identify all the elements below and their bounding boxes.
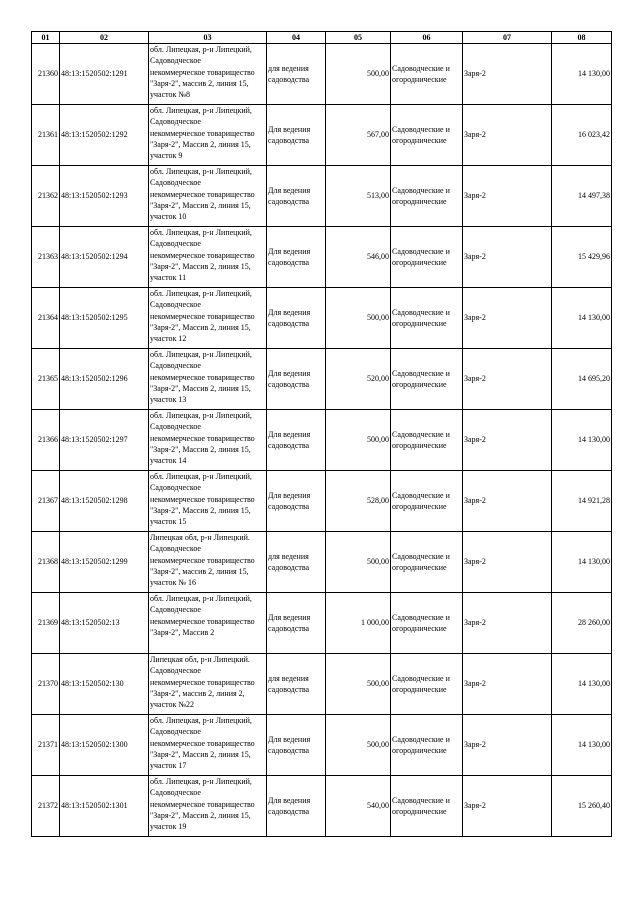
- purpose-line: садоводства: [268, 319, 310, 328]
- address-line: обл. Липецкая, р-н Липецкий,: [150, 350, 252, 359]
- cadastral-number-cell: 48:13:1520502:1292: [60, 105, 149, 166]
- address-line: обл. Липецкая, р-н Липецкий,: [150, 106, 252, 115]
- purpose-cell: [267, 288, 326, 349]
- purpose-cell: [267, 776, 326, 837]
- cadastral-number-cell: 48:13:1520502:1291: [60, 44, 149, 105]
- purpose-line: садоводства: [268, 136, 310, 145]
- address-line: некоммерческое товарищество: [150, 372, 255, 382]
- purpose-line: садоводства: [268, 563, 310, 572]
- land-category-cell: [391, 166, 463, 227]
- table-row: [32, 776, 612, 837]
- purpose-cell: [267, 654, 326, 715]
- address-line: участок № 16: [150, 578, 197, 588]
- address-line: участок №8: [150, 90, 191, 100]
- row-number-cell: 21372: [32, 776, 60, 837]
- address-line: участок 13: [150, 395, 187, 405]
- address-line: Липецкая обл, р-н Липецкий.: [150, 655, 250, 664]
- address-cell: [149, 105, 267, 166]
- table-row: [32, 166, 612, 227]
- address-cell: [149, 44, 267, 105]
- address-line: обл. Липецкая, р-н Липецкий,: [150, 167, 252, 176]
- address-line: Садоводческое: [150, 361, 201, 371]
- purpose-cell: [267, 471, 326, 532]
- address-line: Садоводческое: [150, 727, 201, 737]
- cadastral-number-cell: 48:13:1520502:1297: [60, 410, 149, 471]
- row-number-cell: 21362: [32, 166, 60, 227]
- address-line: "Заря-2", Массив 2, линия 15,: [150, 261, 251, 271]
- purpose-line: садоводства: [268, 441, 310, 450]
- category-line: огороднические: [392, 502, 447, 511]
- category-line: огороднические: [392, 624, 447, 633]
- purpose-line: Для ведения: [268, 734, 311, 744]
- cadastral-value-cell: 28 260,00: [552, 593, 612, 654]
- zone-cell: Заря-2: [463, 593, 552, 654]
- table-row: [32, 532, 612, 593]
- address-line: участок 9: [150, 151, 183, 161]
- address-line: некоммерческое товарищество: [150, 67, 255, 77]
- area-cell: 1 000,00: [326, 593, 391, 654]
- address-line: обл. Липецкая, р-н Липецкий,: [150, 45, 252, 54]
- cadastral-number-cell: 48:13:1520502:13: [60, 593, 149, 654]
- purpose-line: Для ведения: [268, 612, 311, 622]
- area-cell: 513,00: [326, 166, 391, 227]
- address-line: Садоводческое: [150, 666, 201, 676]
- category-line: Садоводческие и: [392, 307, 450, 317]
- purpose-cell: [267, 166, 326, 227]
- zone-cell: Заря-2: [463, 776, 552, 837]
- category-line: огороднические: [392, 319, 447, 328]
- row-number-cell: 21366: [32, 410, 60, 471]
- purpose-line: для ведения: [268, 551, 309, 561]
- cadastral-value-cell: 14 921,28: [552, 471, 612, 532]
- cadastral-number-cell: 48:13:1520502:1299: [60, 532, 149, 593]
- zone-cell: Заря-2: [463, 532, 552, 593]
- column-header: 07: [463, 32, 552, 44]
- zone-cell: Заря-2: [463, 715, 552, 776]
- table-row: [32, 715, 612, 776]
- address-line: некоммерческое товарищество: [150, 677, 255, 687]
- category-line: огороднические: [392, 197, 447, 206]
- address-line: Садоводческое: [150, 483, 201, 493]
- purpose-line: садоводства: [268, 197, 310, 206]
- purpose-line: Для ведения: [268, 185, 311, 195]
- purpose-line: для ведения: [268, 673, 309, 683]
- table-row: [32, 227, 612, 288]
- purpose-line: Для ведения: [268, 429, 311, 439]
- address-line: участок 19: [150, 822, 187, 832]
- category-line: Садоводческие и: [392, 490, 450, 500]
- row-number-cell: 21371: [32, 715, 60, 776]
- address-line: обл. Липецкая, р-н Липецкий,: [150, 411, 252, 420]
- address-cell: [149, 593, 267, 654]
- address-cell: [149, 288, 267, 349]
- land-category-cell: [391, 288, 463, 349]
- address-line: некоммерческое товарищество: [150, 799, 255, 809]
- address-line: "Заря-2", массив 2, линия 2,: [150, 688, 245, 698]
- address-cell: [149, 715, 267, 776]
- address-line: Садоводческое: [150, 605, 201, 615]
- address-line: участок 10: [150, 212, 187, 222]
- address-line: некоммерческое товарищество: [150, 250, 255, 260]
- zone-cell: Заря-2: [463, 44, 552, 105]
- address-line: участок №22: [150, 700, 195, 710]
- category-line: Садоводческие и: [392, 673, 450, 683]
- cadastral-value-cell: 16 023,42: [552, 105, 612, 166]
- address-line: участок 14: [150, 456, 187, 466]
- cadastral-value-cell: 14 130,00: [552, 288, 612, 349]
- address-cell: [149, 776, 267, 837]
- category-line: Садоводческие и: [392, 63, 450, 73]
- address-cell: [149, 654, 267, 715]
- category-line: Садоводческие и: [392, 124, 450, 134]
- row-number-cell: 21364: [32, 288, 60, 349]
- category-line: огороднические: [392, 136, 447, 145]
- address-line: "Заря-2", Массив 2, линия 15,: [150, 200, 251, 210]
- address-cell: [149, 349, 267, 410]
- category-line: Садоводческие и: [392, 368, 450, 378]
- column-header: 04: [267, 32, 326, 44]
- cadastral-number-cell: 48:13:1520502:1294: [60, 227, 149, 288]
- purpose-cell: [267, 105, 326, 166]
- address-line: Садоводческое: [150, 422, 201, 432]
- row-number-cell: 21368: [32, 532, 60, 593]
- purpose-line: садоводства: [268, 746, 310, 755]
- address-cell: [149, 166, 267, 227]
- address-line: некоммерческое товарищество: [150, 128, 255, 138]
- category-line: Садоводческие и: [392, 734, 450, 744]
- cadastral-value-cell: 14 130,00: [552, 715, 612, 776]
- row-number-cell: 21367: [32, 471, 60, 532]
- table-row: [32, 410, 612, 471]
- address-line: участок 17: [150, 761, 187, 771]
- category-line: Садоводческие и: [392, 551, 450, 561]
- purpose-cell: [267, 532, 326, 593]
- address-line: "Заря-2", массив 2, линия 15,: [150, 78, 249, 88]
- row-number-cell: 21363: [32, 227, 60, 288]
- row-number-cell: 21361: [32, 105, 60, 166]
- row-number-cell: 21369: [32, 593, 60, 654]
- area-cell: 500,00: [326, 532, 391, 593]
- land-category-cell: [391, 44, 463, 105]
- area-cell: 540,00: [326, 776, 391, 837]
- category-line: огороднические: [392, 258, 447, 267]
- cadastral-value-cell: 14 130,00: [552, 44, 612, 105]
- purpose-line: садоводства: [268, 502, 310, 511]
- row-number-cell: 21365: [32, 349, 60, 410]
- address-line: Садоводческое: [150, 544, 201, 554]
- area-cell: 500,00: [326, 44, 391, 105]
- address-line: участок 11: [150, 273, 187, 283]
- address-line: "Заря-2", Массив 2, линия 15,: [150, 505, 251, 515]
- cadastral-number-cell: 48:13:1520502:1298: [60, 471, 149, 532]
- address-line: "Заря-2", массив 2, линия 15,: [150, 566, 249, 576]
- land-category-cell: [391, 471, 463, 532]
- area-cell: 500,00: [326, 288, 391, 349]
- row-number-cell: 21370: [32, 654, 60, 715]
- address-cell: [149, 532, 267, 593]
- address-line: "Заря-2", Массив 2, линия 15,: [150, 383, 251, 393]
- address-line: "Заря-2", Массив 2: [150, 627, 215, 637]
- cadastral-value-cell: 15 429,96: [552, 227, 612, 288]
- table-row: [32, 593, 612, 654]
- purpose-line: садоводства: [268, 75, 310, 84]
- category-line: огороднические: [392, 75, 447, 84]
- land-category-cell: [391, 227, 463, 288]
- address-cell: [149, 471, 267, 532]
- address-line: некоммерческое товарищество: [150, 311, 255, 321]
- address-line: "Заря-2", Массив 2, линия 15,: [150, 444, 251, 454]
- area-cell: 567,00: [326, 105, 391, 166]
- table-row: [32, 654, 612, 715]
- zone-cell: Заря-2: [463, 654, 552, 715]
- address-line: участок 12: [150, 334, 187, 344]
- land-category-cell: [391, 532, 463, 593]
- cadastral-value-cell: 15 260,40: [552, 776, 612, 837]
- zone-cell: Заря-2: [463, 349, 552, 410]
- cadastral-value-cell: 14 130,00: [552, 654, 612, 715]
- purpose-line: Для ведения: [268, 307, 311, 317]
- address-line: "Заря-2", Массив 2, линия 15,: [150, 322, 251, 332]
- address-line: некоммерческое товарищество: [150, 433, 255, 443]
- table-row: [32, 288, 612, 349]
- purpose-line: Для ведения: [268, 795, 311, 805]
- purpose-cell: [267, 44, 326, 105]
- column-header: 05: [326, 32, 391, 44]
- purpose-cell: [267, 349, 326, 410]
- column-header: 02: [60, 32, 149, 44]
- purpose-line: садоводства: [268, 624, 310, 633]
- area-cell: 500,00: [326, 410, 391, 471]
- category-line: огороднические: [392, 685, 447, 694]
- address-line: некоммерческое товарищество: [150, 616, 255, 626]
- zone-cell: Заря-2: [463, 105, 552, 166]
- table-row: [32, 471, 612, 532]
- land-register-table: [31, 31, 612, 837]
- purpose-line: Для ведения: [268, 124, 311, 134]
- land-category-cell: [391, 715, 463, 776]
- area-cell: 528,00: [326, 471, 391, 532]
- address-line: "Заря-2", Массив 2, линия 15,: [150, 810, 251, 820]
- purpose-line: садоводства: [268, 258, 310, 267]
- column-header: 03: [149, 32, 267, 44]
- address-line: Садоводческое: [150, 300, 201, 310]
- column-header: 08: [552, 32, 612, 44]
- address-line: "Заря-2", Массив 2, линия 15,: [150, 139, 251, 149]
- area-cell: 500,00: [326, 654, 391, 715]
- address-line: Липецкая обл, р-н Липецкий.: [150, 533, 250, 542]
- purpose-line: Для ведения: [268, 246, 311, 256]
- cadastral-number-cell: 48:13:1520502:1296: [60, 349, 149, 410]
- land-category-cell: [391, 105, 463, 166]
- purpose-line: для ведения: [268, 63, 309, 73]
- address-line: Садоводческое: [150, 56, 201, 66]
- cadastral-number-cell: 48:13:1520502:1293: [60, 166, 149, 227]
- purpose-line: садоводства: [268, 685, 310, 694]
- address-line: Садоводческое: [150, 178, 201, 188]
- category-line: огороднические: [392, 746, 447, 755]
- zone-cell: Заря-2: [463, 288, 552, 349]
- purpose-cell: [267, 715, 326, 776]
- cadastral-value-cell: 14 130,00: [552, 532, 612, 593]
- land-category-cell: [391, 410, 463, 471]
- address-line: обл. Липецкая, р-н Липецкий,: [150, 289, 252, 298]
- area-cell: 546,00: [326, 227, 391, 288]
- address-line: обл. Липецкая, р-н Липецкий,: [150, 472, 252, 481]
- land-category-cell: [391, 654, 463, 715]
- area-cell: 520,00: [326, 349, 391, 410]
- category-line: Садоводческие и: [392, 795, 450, 805]
- land-category-cell: [391, 776, 463, 837]
- address-line: некоммерческое товарищество: [150, 494, 255, 504]
- cadastral-number-cell: 48:13:1520502:130: [60, 654, 149, 715]
- zone-cell: Заря-2: [463, 410, 552, 471]
- address-line: обл. Липецкая, р-н Липецкий,: [150, 777, 252, 786]
- header-row: [32, 32, 612, 44]
- address-line: обл. Липецкая, р-н Липецкий,: [150, 228, 252, 237]
- zone-cell: Заря-2: [463, 166, 552, 227]
- address-line: Садоводческое: [150, 239, 201, 249]
- category-line: огороднические: [392, 441, 447, 450]
- category-line: Садоводческие и: [392, 612, 450, 622]
- purpose-line: садоводства: [268, 807, 310, 816]
- cadastral-value-cell: 14 497,38: [552, 166, 612, 227]
- address-cell: [149, 410, 267, 471]
- column-header: 06: [391, 32, 463, 44]
- cadastral-value-cell: 14 695,20: [552, 349, 612, 410]
- address-line: Садоводческое: [150, 117, 201, 127]
- purpose-line: Для ведения: [268, 368, 311, 378]
- address-line: "Заря-2", Массив 2, линия 15,: [150, 749, 251, 759]
- table-row: [32, 44, 612, 105]
- cadastral-number-cell: 48:13:1520502:1300: [60, 715, 149, 776]
- zone-cell: Заря-2: [463, 227, 552, 288]
- area-cell: 500,00: [326, 715, 391, 776]
- category-line: огороднические: [392, 380, 447, 389]
- category-line: Садоводческие и: [392, 429, 450, 439]
- purpose-line: Для ведения: [268, 490, 311, 500]
- purpose-line: садоводства: [268, 380, 310, 389]
- address-line: Садоводческое: [150, 788, 201, 798]
- category-line: огороднические: [392, 563, 447, 572]
- column-header: 01: [32, 32, 60, 44]
- address-line: некоммерческое товарищество: [150, 189, 255, 199]
- category-line: огороднические: [392, 807, 447, 816]
- land-category-cell: [391, 593, 463, 654]
- row-number-cell: 21360: [32, 44, 60, 105]
- address-line: обл. Липецкая, р-н Липецкий,: [150, 716, 252, 725]
- cadastral-number-cell: 48:13:1520502:1301: [60, 776, 149, 837]
- cadastral-value-cell: 14 130,00: [552, 410, 612, 471]
- address-line: некоммерческое товарищество: [150, 555, 255, 565]
- land-category-cell: [391, 349, 463, 410]
- purpose-cell: [267, 593, 326, 654]
- address-cell: [149, 227, 267, 288]
- address-line: некоммерческое товарищество: [150, 738, 255, 748]
- purpose-cell: [267, 410, 326, 471]
- category-line: Садоводческие и: [392, 185, 450, 195]
- table-row: [32, 349, 612, 410]
- table-row: [32, 105, 612, 166]
- cadastral-number-cell: 48:13:1520502:1295: [60, 288, 149, 349]
- category-line: Садоводческие и: [392, 246, 450, 256]
- address-line: участок 15: [150, 517, 187, 527]
- address-line: обл. Липецкая, р-н Липецкий,: [150, 594, 252, 603]
- purpose-cell: [267, 227, 326, 288]
- zone-cell: Заря-2: [463, 471, 552, 532]
